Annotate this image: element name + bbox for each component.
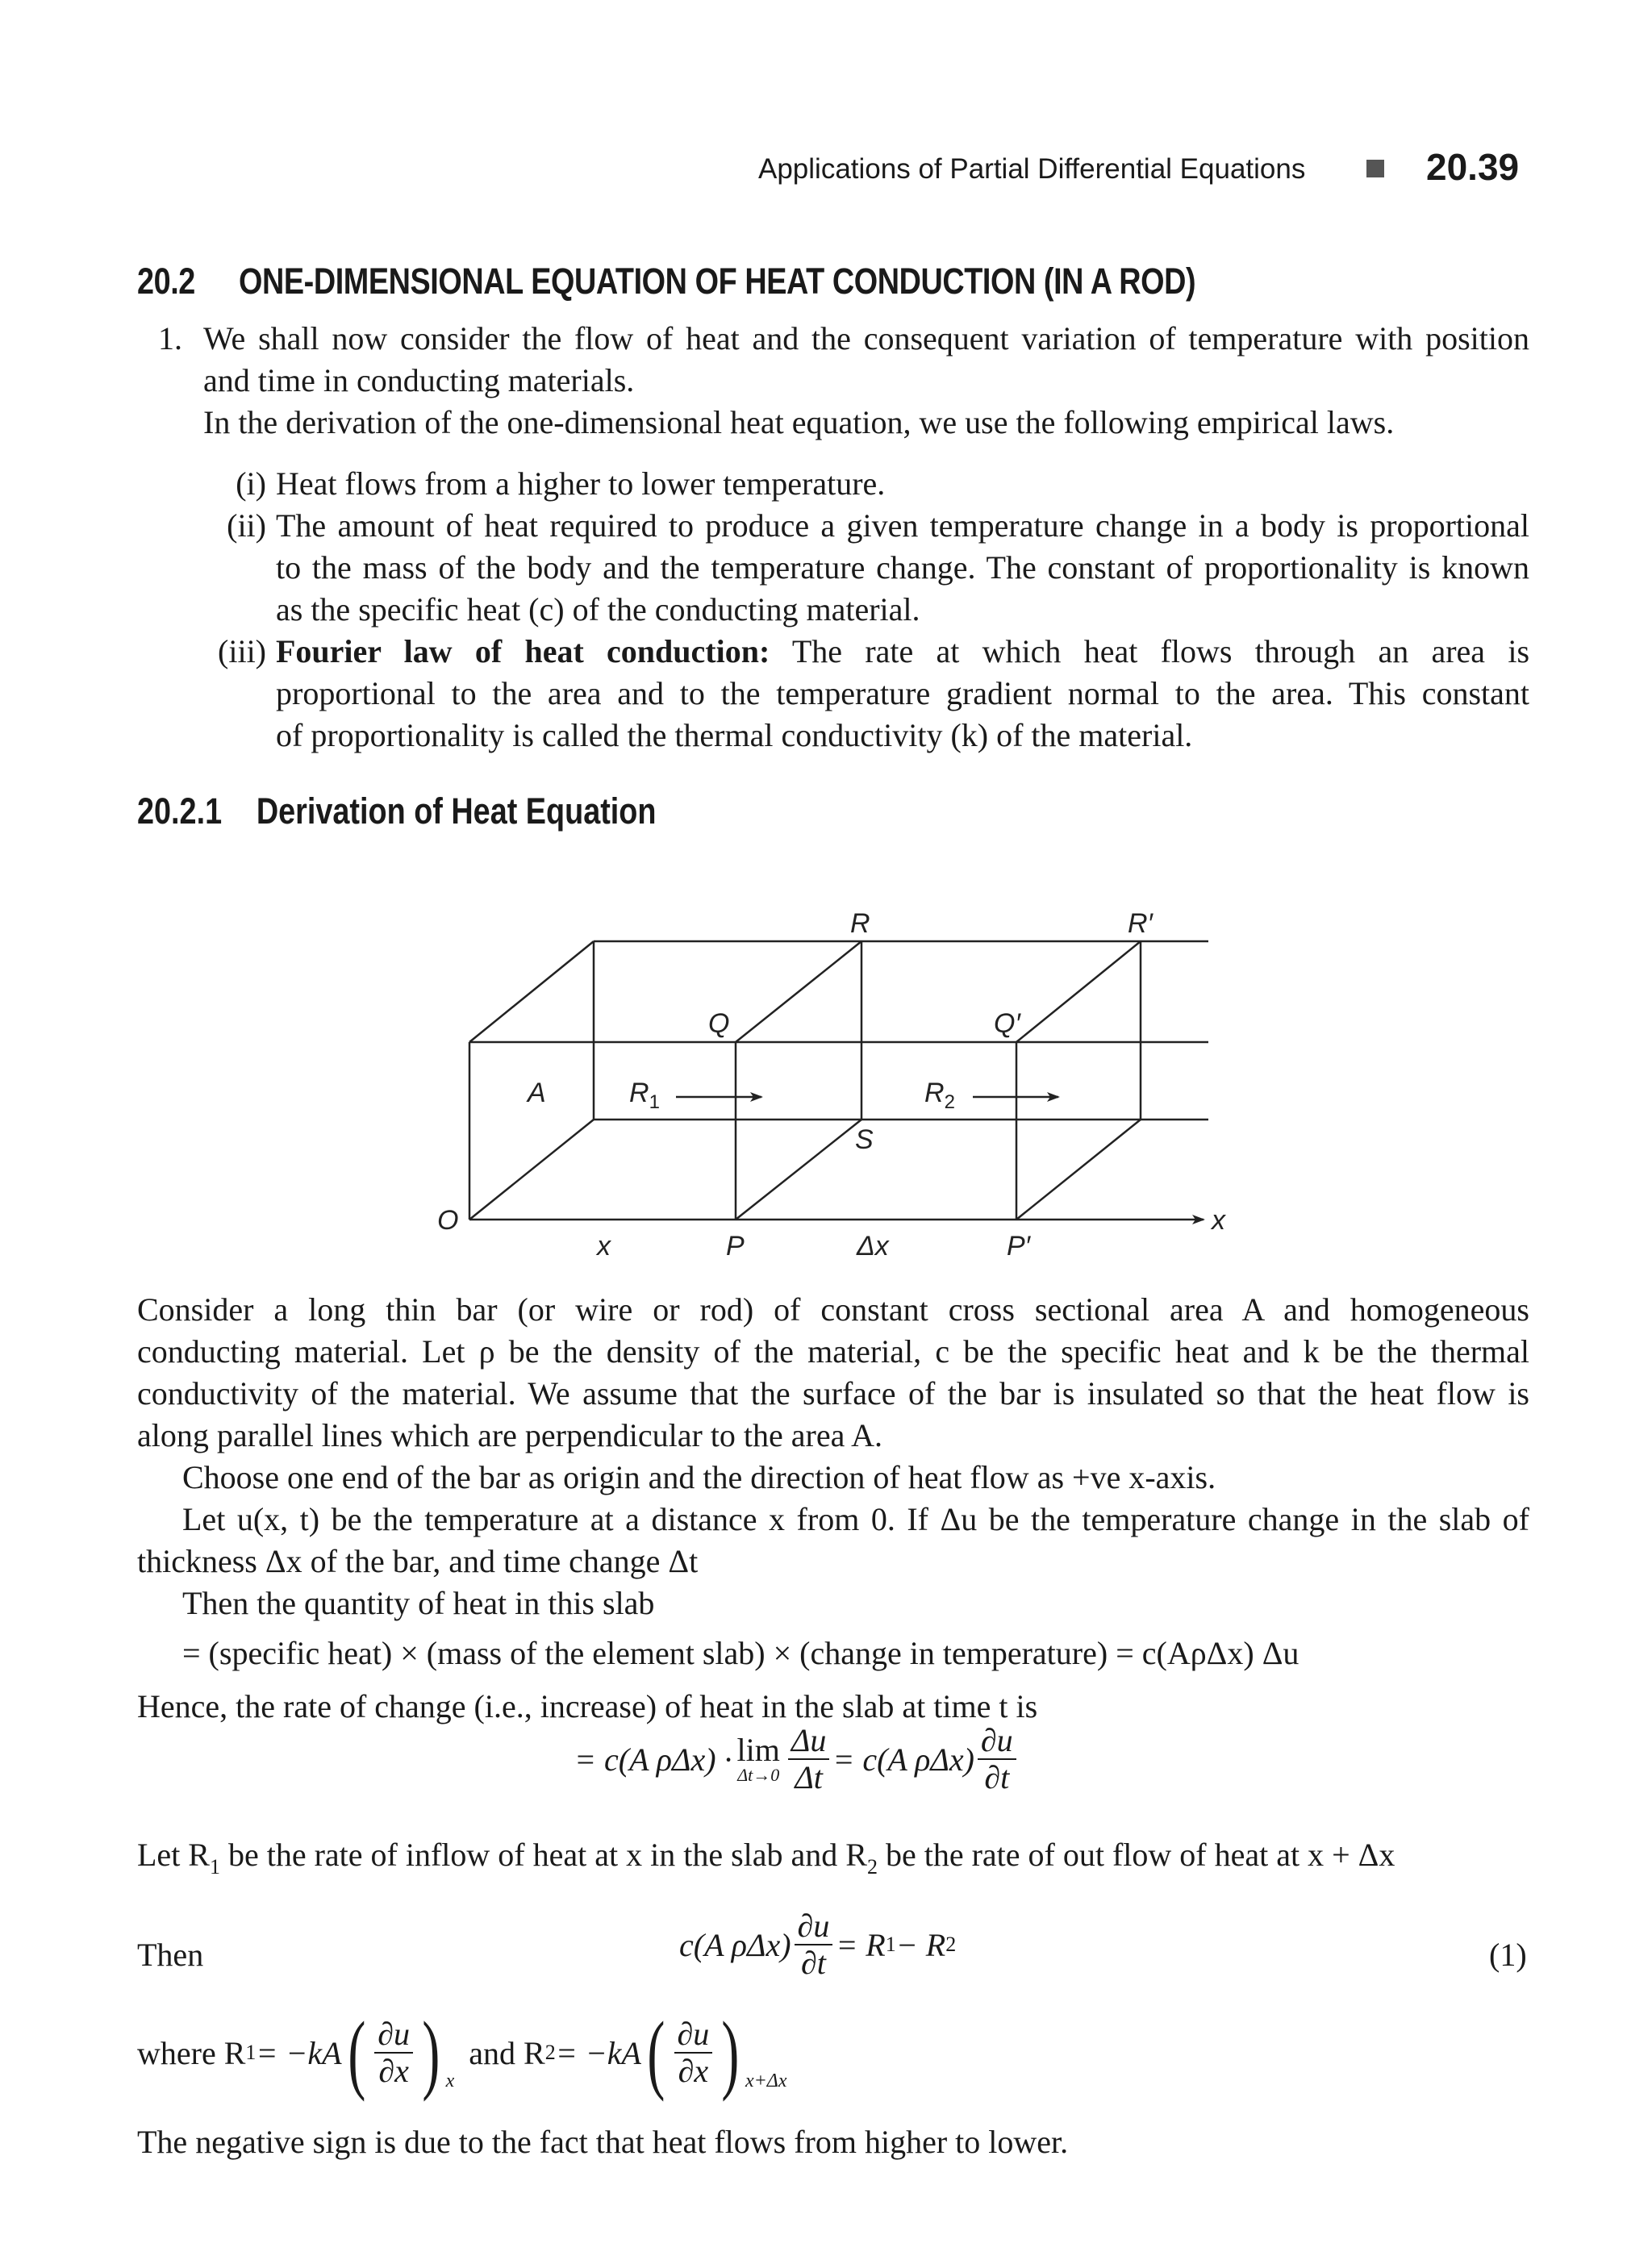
frac-den: ∂t	[800, 1945, 826, 1981]
eq1-rhs-a: = R	[836, 1926, 886, 1963]
where-text: where R	[137, 2034, 246, 2071]
limit-operator	[737, 1734, 780, 1784]
p7-sub2: 2	[866, 1855, 878, 1879]
law-i-text: Heat flows from a higher to lower temperature.	[276, 465, 886, 502]
p1-line-1: Consider a long thin bar (or wire or rod) of constant cross sectional area A and homogeneous	[137, 1291, 1529, 1328]
frac-num: ∂u	[674, 2016, 713, 2054]
rate-equation	[574, 1723, 1020, 1795]
p2: Choose one end of the bar as origin and the direction of heat flow as +ve x-axis.	[182, 1459, 1216, 1495]
law-i-label: (i)	[236, 465, 266, 502]
p7-a: Let R	[137, 1837, 210, 1873]
frac-num: ∂u	[795, 1908, 833, 1945]
label-x-axis: x	[1212, 1205, 1225, 1236]
equation-1	[679, 1908, 956, 1981]
eq1-fraction	[795, 1908, 833, 1981]
subsection-title: Derivation of Heat Equation	[256, 790, 657, 832]
frac-den: ∂x	[678, 2053, 709, 2089]
left-paren: (	[647, 2004, 665, 2102]
section-p-edge	[736, 941, 861, 1042]
p4: Then the quantity of heat in this slab	[182, 1585, 655, 1621]
law-iii-label: (iii)	[218, 633, 266, 669]
label-r2-sub: 2	[944, 1091, 955, 1113]
label-r-prime: R′	[1128, 908, 1153, 939]
p1-line-4: along parallel lines which are perpendicular to the area A.	[137, 1417, 883, 1453]
where-eq2: = −kA	[555, 2034, 641, 2071]
frac-den: ∂t	[984, 1759, 1010, 1795]
fourier-law-bold: Fourier law of heat conduction:	[276, 633, 770, 669]
p7-sub1: 1	[209, 1855, 220, 1879]
p8: The negative sign is due to the fact that heat flows from higher to lower.	[137, 2124, 1069, 2160]
where-frac-2	[674, 2016, 713, 2089]
and-text: and R	[469, 2034, 545, 2071]
p1-line-3: conductivity of the material. We assume that the surface of the bar is insulated so that the heat flow is	[137, 1375, 1529, 1412]
and-sub2: 2	[544, 2041, 556, 2064]
frac-den: ∂x	[378, 2053, 409, 2089]
where-eq1: = −kA	[256, 2034, 342, 2071]
where-sub1: 1	[245, 2041, 257, 2064]
p3-line-2: thickness Δx of the bar, and time change Δt	[137, 1543, 699, 1579]
p5: = (specific heat) × (mass of the element slab) × (change in temperature) = c(AρΔx) Δu	[182, 1635, 1299, 1671]
label-delta-x: Δx	[857, 1231, 889, 1261]
then-label: Then	[137, 1937, 204, 1973]
lim-under: Δt→0	[737, 1765, 780, 1785]
item-1-line-1: We shall now consider the flow of heat and the consequent variation of temperature with position	[203, 320, 1529, 357]
rate-eq-lhs: = c(A ρΔx) ·	[574, 1741, 732, 1778]
right-paren: )	[422, 2004, 440, 2102]
label-x: x	[597, 1231, 611, 1261]
where-definitions	[137, 2004, 787, 2102]
label-r1-letter: R	[629, 1078, 649, 1108]
eq1-sub1: 1	[885, 1933, 896, 1956]
label-r1	[629, 1078, 660, 1113]
p1-line-2: conducting material. Let ρ be the density of the material, c be the specific heat and k be the thermal	[137, 1333, 1529, 1370]
label-a: A	[528, 1078, 546, 1108]
section-p-prime-edge	[1016, 1120, 1141, 1220]
label-s: S	[855, 1124, 874, 1155]
label-o: O	[437, 1205, 459, 1236]
law-iii-line-2: proportional to the area and to the temperature gradient normal to the area. This constant	[276, 675, 1529, 711]
eval-sub-x: x	[445, 2070, 455, 2091]
label-q: Q	[708, 1008, 730, 1039]
eq1-sub2: 2	[945, 1933, 957, 1956]
rate-eq-mid: = c(A ρΔx)	[832, 1741, 974, 1778]
equation-tag: (1)	[1489, 1937, 1527, 1973]
label-r1-sub: 1	[649, 1091, 660, 1113]
frac-num: Δu	[788, 1723, 829, 1760]
law-ii-line-2: to the mass of the body and the temperature change. The constant of proportionality is known	[276, 549, 1529, 586]
section-title: ONE-DIMENSIONAL EQUATION OF HEAT CONDUCTION (IN A ROD)	[239, 261, 1196, 302]
left-paren: (	[347, 2004, 365, 2102]
right-paren: )	[721, 2004, 740, 2102]
page-number: 20.39	[1426, 146, 1520, 188]
label-p-prime: P′	[1007, 1231, 1031, 1261]
law-iii-line-3: of proportionality is called the thermal conductivity (k) of the material.	[276, 717, 1193, 753]
law-ii-line-3: as the specific heat (c) of the conducting material.	[276, 591, 920, 628]
label-q-prime: Q′	[994, 1008, 1020, 1039]
label-p: P	[726, 1231, 745, 1261]
eq1-rhs-b: − R	[895, 1926, 946, 1963]
item-1-line-2: and time in conducting materials.	[203, 362, 635, 398]
item-1-label: 1.	[158, 320, 182, 357]
p6: Hence, the rate of change (i.e., increase) of heat in the slab at time t is	[137, 1688, 1038, 1724]
subsection-number: 20.2.1	[137, 790, 223, 832]
frac-num: ∂u	[978, 1723, 1016, 1760]
fraction-partial	[978, 1723, 1016, 1795]
eq1-lhs: c(A ρΔx)	[679, 1926, 791, 1963]
section-p-prime-edge	[1016, 941, 1141, 1042]
left-face-edge	[469, 1120, 594, 1220]
p7	[137, 1834, 1395, 1888]
running-head-title: Applications of Partial Differential Equations	[758, 153, 1306, 185]
item-1-line-3: In the derivation of the one-dimensional heat equation, we use the following empirical laws.	[203, 404, 1395, 440]
partial-group-2	[641, 2004, 787, 2102]
p7-c: be the rate of out flow of heat at x + Δx	[877, 1837, 1395, 1873]
law-iii-line-1-text: The rate at which heat flows through an area is	[770, 633, 1530, 669]
lim-text: lim	[736, 1732, 780, 1768]
section-number: 20.2	[137, 261, 195, 302]
label-r2-letter: R	[924, 1078, 945, 1108]
left-face-edge	[469, 941, 594, 1042]
frac-den: Δt	[795, 1759, 823, 1795]
where-frac-1	[374, 2016, 413, 2089]
p3-line-1: Let u(x, t) be the temperature at a distance x from 0. If Δu be the temperature change in the slab of	[182, 1501, 1529, 1537]
frac-num: ∂u	[374, 2016, 413, 2054]
label-r: R	[850, 908, 870, 939]
section-p-edge	[736, 1120, 861, 1220]
label-r2	[924, 1078, 955, 1113]
p7-b: be the rate of inflow of heat at x in the slab and R	[219, 1837, 867, 1873]
law-ii-line-1: The amount of heat required to produce a given temperature change in a body is proportional	[276, 507, 1529, 544]
law-ii-label: (ii)	[227, 507, 266, 544]
partial-group-1	[342, 2004, 455, 2102]
fraction-delta	[788, 1723, 829, 1795]
eval-sub-x-dx: x+Δx	[745, 2070, 787, 2091]
